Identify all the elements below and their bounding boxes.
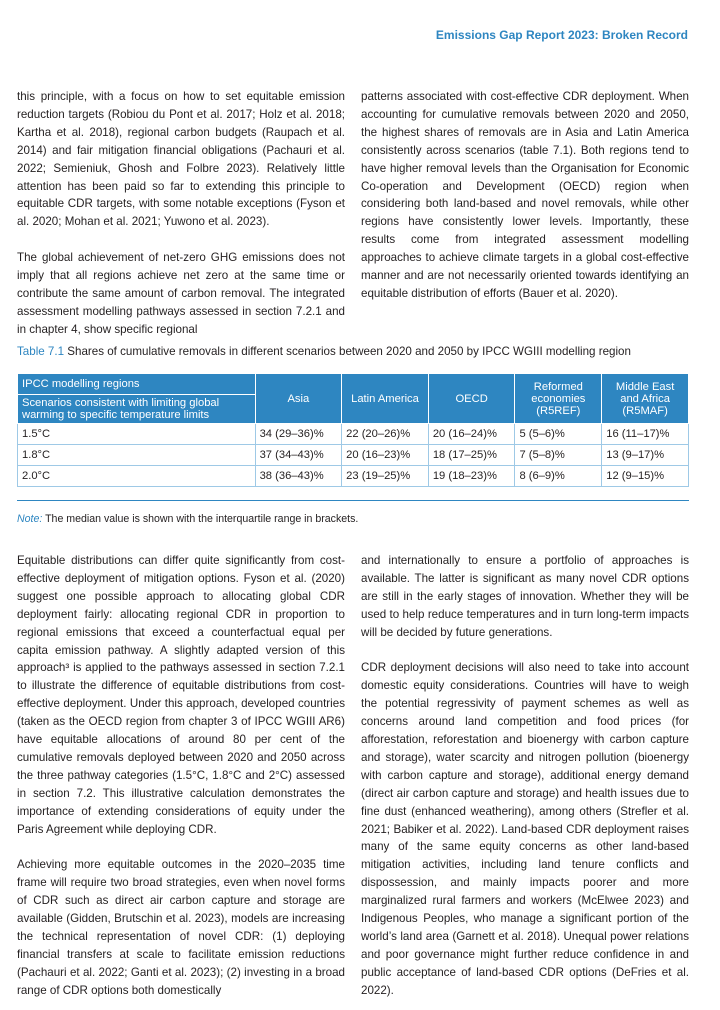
top-right-column: [361, 88, 689, 303]
row-label: 2.0°C: [18, 466, 256, 487]
row-label: 1.8°C: [18, 445, 256, 466]
table-cell: 7 (5–8)%: [515, 445, 602, 466]
table-caption-text: Shares of cumulative removals in different scenarios between 2020 and 2050 by IPCC WGIII modelling region: [64, 345, 631, 358]
header-regions: IPCC modelling regions: [18, 374, 256, 395]
paragraph: Achieving more equitable outcomes in the 2020–2035 time frame will require two broad strategies, even when novel forms of CDR such as direct air carbon capture and storage are available (Gidden, Brutschin et al. 2023), models are increasing the technical representation of novel CDR: (1) deploying financial transfers at scale to facilitate emission reductions (Pachauri et al. 2022; Ganti et al. 2023); (2) investing in a broad range of CDR options both domestically: [17, 858, 345, 997]
report-header-title: Emissions Gap Report 2023: Broken Record: [435, 28, 688, 42]
paragraph: this principle, with a focus on how to set equitable emission reduction targets (Robiou du Pont et al. 2017; Holz et al. 2018; Kartha et al. 2018), regional carbon budgets (Raupach et al. 2014) and fair mitigation financial obligations (Pachauri et al. 2022; Semieniuk, Ghosh and Folbre 2023). Relatively little attention has been paid so far to extending this principle to equitable CDR targets, with some notable exceptions (Fyson et al. 2020; Mohan et al. 2021; Yuwono et al. 2023).: [17, 90, 345, 229]
bottom-right-column: [361, 552, 689, 1000]
table-cell: 13 (9–17)%: [602, 445, 689, 466]
col-header-oecd: OECD: [428, 374, 515, 424]
table-cell: 37 (34–43)%: [255, 445, 342, 466]
paragraph: CDR deployment decisions will also need to take into account domestic equity considerations. Countries will have to weigh the potential regressivity of payment schemes as well as concerns around land competition and food prices (for afforestation, reforestation and bioenergy with carbon capture and storage), water scarcity and nitrogen pollution (bioenergy with carbon capture and storage), additional energy demand (direct air carbon capture and storage) and health issues due to fine dust (enhanced weathering), among others (Strefler et al. 2021; Babiker et al. 2022). Land-based CDR deployment raises many of the same equity concerns as other land-based mitigation activities, including land tenure conflicts and dispossession, and mainly impacts poorer and more marginalized rural farmers and workers (McElwee 2023) and Indigenous Peoples, who manage a significant portion of the world’s land area (Garnett et al. 2018). Unequal power relations and poor governance might further reduce confidence in and public acceptance of land-based CDR options (DeFries et al. 2022).: [361, 661, 689, 997]
table-bottom-rule: [17, 500, 689, 501]
top-left-column: [17, 88, 345, 339]
header-scenarios: Scenarios consistent with limiting global warming to specific temperature limits: [18, 395, 256, 424]
table-cell: 5 (5–6)%: [515, 424, 602, 445]
row-label: 1.5°C: [18, 424, 256, 445]
table-cell: 16 (11–17)%: [602, 424, 689, 445]
table-cell: 20 (16–23)%: [342, 445, 429, 466]
table-row: [18, 466, 689, 487]
paragraph: and internationally to ensure a portfolio of approaches is available. The latter is significant as many novel CDR options are still in the early stages of innovation. Whether they will be used to help reduce temperatures and in turn long-term impacts will be decided by future generations.: [361, 554, 689, 639]
table-caption: [17, 345, 631, 358]
note-label: Note:: [17, 513, 43, 525]
col-header-latin-america: Latin America: [342, 374, 429, 424]
removals-table: [17, 373, 689, 487]
table-cell: 22 (20–26)%: [342, 424, 429, 445]
col-header-asia: Asia: [255, 374, 342, 424]
bottom-left-column: [17, 552, 345, 1000]
table-row: [18, 424, 689, 445]
table-cell: 34 (29–36)%: [255, 424, 342, 445]
table-cell: 8 (6–9)%: [515, 466, 602, 487]
table-cell: 18 (17–25)%: [428, 445, 515, 466]
table-cell: 19 (18–23)%: [428, 466, 515, 487]
col-header-r5ref: Reformed economies (R5REF): [515, 374, 602, 424]
table-7-1: [17, 373, 689, 487]
table-cell: 38 (36–43)%: [255, 466, 342, 487]
table-cell: 12 (9–15)%: [602, 466, 689, 487]
paragraph: Equitable distributions can differ quite significantly from cost-effective deployment of mitigation options. Fyson et al. (2020) suggest one possible approach to allocating global CDR deployment fairly: allocating regional CDR in proportion to regional emissions that exceed a counterfactual equal per capita emission pathway. A slightly adapted version of this approach³ is applied to the pathways assessed in section 7.2.1 to illustrate the difference of equitable distributions from cost-effective deployment. Under this approach, developed countries (taken as the OECD region from chapter 3 of IPCC WGIII AR6) have equitable allocations of around 80 per cent of the cumulative removals deployed between 2020 and 2050 across the three pathway categories (1.5°C, 1.8°C and 2°C) assessed in section 7.2. This illustrative calculation demonstrates the importance of extending considerations of equity under the Paris Agreement while deploying CDR.: [17, 554, 345, 836]
table-cell: 23 (19–25)%: [342, 466, 429, 487]
table-row: [18, 445, 689, 466]
table-caption-label: Table 7.1: [17, 345, 65, 358]
table-cell: 20 (16–24)%: [428, 424, 515, 445]
paragraph: patterns associated with cost-effective CDR deployment. When accounting for cumulative removals between 2020 and 2050, the highest shares of removals are in Asia and Latin America consistently across scenarios (table 7.1). Both regions tend to have higher removal levels than the Organisation for Economic Co-operation and Development (OECD) region when considering both land-based and novel removals, while other regions have consistently lower levels. Importantly, these results come from integrated assessment modelling approaches to achieve climate targets in a global cost-effective manner and are not necessarily oriented towards identifying an equitable distribution of efforts (Bauer et al. 2020).: [361, 90, 689, 300]
paragraph: The global achievement of net-zero GHG emissions does not imply that all regions achieve net zero at the same time or contribute the same amount of carbon removal. The integrated assessment modelling pathways assessed in section 7.2.1 and in chapter 4, show specific regional: [17, 251, 345, 336]
note-text: The median value is shown with the interquartile range in brackets.: [42, 513, 359, 525]
col-header-r5maf: Middle East and Africa (R5MAF): [602, 374, 689, 424]
table-note: [17, 513, 358, 525]
